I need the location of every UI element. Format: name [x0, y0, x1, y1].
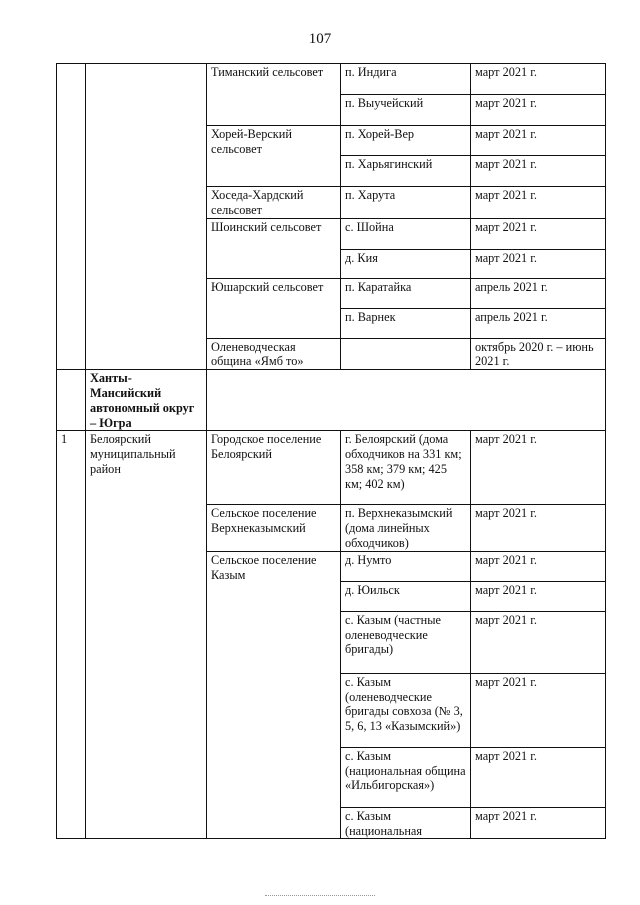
district-cell: Белоярский муниципальный район: [86, 431, 207, 839]
number-cell-empty: [57, 64, 86, 370]
locality-cell: п. Индига: [341, 64, 471, 95]
locality-cell: д. Нумто: [341, 551, 471, 581]
settlement-cell: Городское поселение Белоярский: [207, 431, 341, 505]
page-number: 107: [308, 31, 332, 47]
region-header: Ханты-Мансийский автономный округ – Югра: [86, 370, 207, 431]
date-cell: март 2021 г.: [471, 673, 606, 747]
date-cell: март 2021 г.: [471, 187, 606, 219]
region-header-empty: [207, 370, 606, 431]
settlement-cell: Хорей-Верский сельсовет: [207, 126, 341, 187]
date-cell: март 2021 г.: [471, 249, 606, 278]
settlement-cell: Оленеводческая община «Ямб то»: [207, 338, 341, 370]
locality-cell: с. Шойна: [341, 218, 471, 249]
settlement-cell: Сельское поселение Верхнеказымский: [207, 505, 341, 551]
scan-footer-mark: [265, 895, 375, 899]
locality-cell: п. Хорей-Вер: [341, 126, 471, 156]
settlement-cell: Хоседа-Хардский сельсовет: [207, 187, 341, 219]
locality-cell: с. Казым (частные оленеводческие бригады): [341, 611, 471, 673]
locality-cell: п. Харута: [341, 187, 471, 219]
locality-cell: с. Казым (национальная община «Ильбигорская»): [341, 747, 471, 807]
date-cell: март 2021 г.: [471, 95, 606, 126]
row-number: 1: [57, 431, 86, 839]
locality-cell: д. Кия: [341, 249, 471, 278]
locality-cell: п. Харьягинский: [341, 156, 471, 187]
date-cell: март 2021 г.: [471, 64, 606, 95]
schedule-table: [56, 63, 606, 839]
locality-cell: [341, 338, 471, 370]
locality-cell: п. Варнек: [341, 308, 471, 338]
settlement-cell: Сельское поселение Казым: [207, 551, 341, 839]
number-cell-empty: [57, 370, 86, 431]
locality-cell: д. Юильск: [341, 581, 471, 611]
locality-cell: с. Казым (национальная: [341, 807, 471, 839]
locality-cell: с. Казым (оленеводческие бригады совхоза (№ 3, 5, 6, 13 «Казымский»): [341, 673, 471, 747]
date-cell: март 2021 г.: [471, 156, 606, 187]
date-cell: октябрь 2020 г. – июнь 2021 г.: [471, 338, 606, 370]
date-cell: март 2021 г.: [471, 611, 606, 673]
locality-cell: г. Белоярский (дома обходчиков на 331 км; 358 км; 379 км; 425 км; 402 км): [341, 431, 471, 505]
locality-cell: п. Выучейский: [341, 95, 471, 126]
table-row: [57, 64, 606, 95]
date-cell: апрель 2021 г.: [471, 308, 606, 338]
district-cell-empty: [86, 64, 207, 370]
settlement-cell: Юшарский сельсовет: [207, 278, 341, 338]
date-cell: март 2021 г.: [471, 505, 606, 551]
date-cell: март 2021 г.: [471, 126, 606, 156]
region-header-row: [57, 370, 606, 431]
table-row: [57, 431, 606, 505]
date-cell: март 2021 г.: [471, 218, 606, 249]
date-cell: март 2021 г.: [471, 807, 606, 839]
date-cell: март 2021 г.: [471, 551, 606, 581]
settlement-cell: Шоинский сельсовет: [207, 218, 341, 278]
locality-cell: п. Каратайка: [341, 278, 471, 308]
date-cell: март 2021 г.: [471, 581, 606, 611]
locality-cell: п. Верхнеказымский (дома линейных обходчиков): [341, 505, 471, 551]
date-cell: март 2021 г.: [471, 747, 606, 807]
date-cell: март 2021 г.: [471, 431, 606, 505]
settlement-cell: Тиманский сельсовет: [207, 64, 341, 126]
date-cell: апрель 2021 г.: [471, 278, 606, 308]
